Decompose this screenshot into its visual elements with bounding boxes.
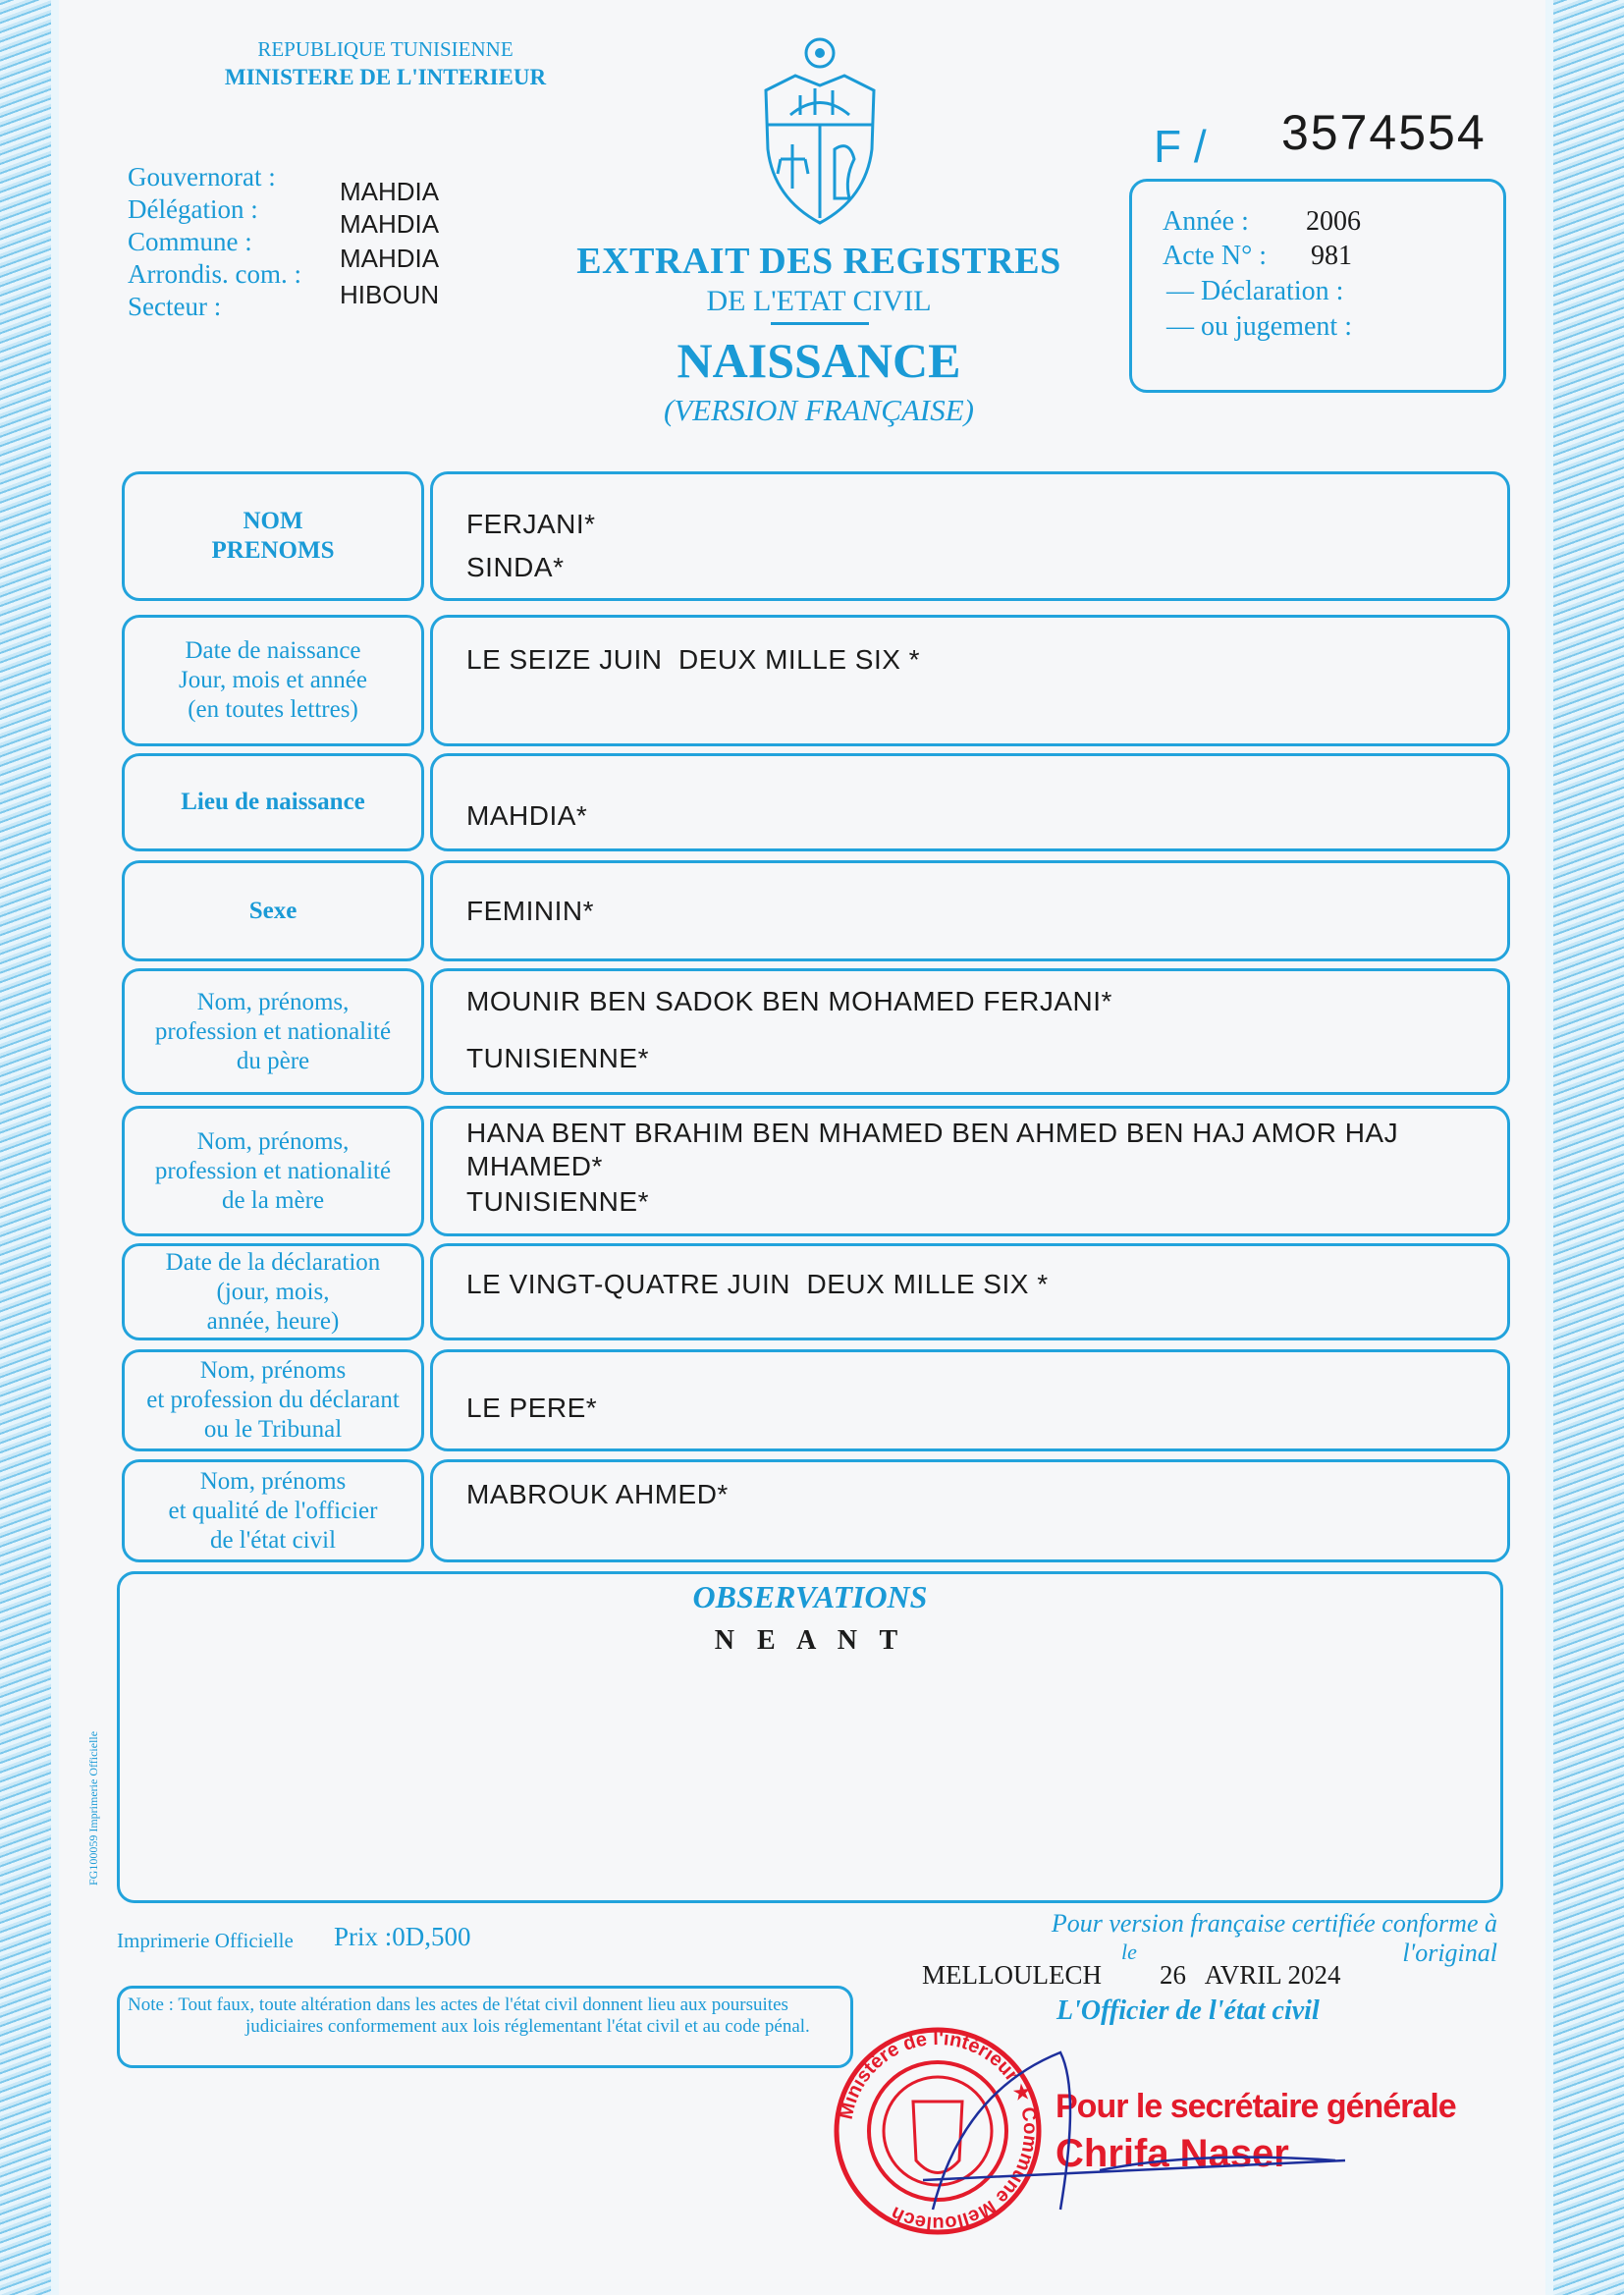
version-label: (VERSION FRANÇAISE) [664,393,974,427]
serial-prefix: F / [1154,121,1207,172]
title-divider [771,322,869,325]
row-officer-value: MABROUK AHMED* [466,1479,729,1509]
row-officer-label [122,1459,424,1562]
row-father-label [122,968,424,1095]
label-line: Date de naissance [185,637,361,664]
row-birth-date-value: LE SEIZE JUIN DEUX MILLE SIX * [466,644,921,675]
signature-icon [903,2033,1375,2229]
row-father-value: MOUNIR BEN SADOK BEN MOHAMED FERJANI* [466,986,1112,1016]
le-label: le [1121,1940,1137,1964]
label-line: profession et nationalité [154,1017,392,1045]
label-line: de l'état civil [209,1526,337,1554]
commune-value: MAHDIA [340,244,440,273]
label-line: (jour, mois, [216,1278,330,1305]
row-declaration-date-value: LE VINGT-QUATRE JUIN DEUX MILLE SIX * [466,1269,1049,1299]
security-border-left [0,0,59,2295]
declaration-label: — Déclaration : [1166,276,1344,306]
row-sex-value: FEMININ* [466,896,594,926]
delegation-value: MAHDIA [340,209,440,239]
label-line: Nom, prénoms [199,1357,347,1384]
label-line: NOM [243,508,303,534]
row-birth-date-label [122,615,424,746]
acte-value: 981 [1311,241,1352,271]
label-line: et qualité de l'officier [168,1497,378,1524]
acte-label: Acte N° : [1163,241,1268,271]
issue-date: 26 AVRIL 2024 [1160,1960,1341,1990]
officer-title: L'Officier de l'état civil [1056,1995,1320,2026]
label-line: PRENOMS [211,537,335,564]
jugement-label: — ou jugement : [1166,311,1352,342]
label-line: et profession du déclarant [146,1387,400,1413]
label-line: Nom, prénoms, [196,1127,350,1155]
row-declarant-value: LE PERE* [466,1393,598,1423]
place-value: MELLOULECH [922,1960,1102,1990]
row-birth-date-value-box [430,615,1510,746]
row-birth-place-label [122,753,424,851]
row-name-value: SINDA* [466,552,565,582]
row-name-label [122,471,424,601]
row-mother-value: MHAMED* [466,1151,603,1181]
delegation-label: Délégation : [128,194,258,224]
document-subtitle: DE L'ETAT CIVIL [706,285,932,317]
stamp-ring-text: Ministère de l'intérieur ★ Commune Melloulech [835,2027,1042,2235]
certification-text: Pour version française certifiée conforme à l'original [1051,1909,1497,1967]
location-fields [128,161,301,323]
label-line: du père [236,1047,310,1074]
label-line: (en toutes lettres) [188,696,358,723]
commune-label: Commune : [128,227,252,256]
secteur-label: Secteur : [128,292,222,321]
stamp-line-1: Pour le secrétaire générale [1056,2088,1456,2125]
observations-box [117,1571,1503,1903]
printer-side-code: FG100059 Imprimerie Officielle [86,1730,100,1885]
observations-value: N E A N T [714,1625,906,1656]
price-label: Prix :0D,500 [334,1922,471,1951]
ministry-label: MINISTERE DE L'INTERIEUR [224,65,547,89]
label-line: Sexe [248,897,298,924]
label-line: Nom, prénoms, [196,988,350,1015]
label-line: Lieu de naissance [181,789,365,815]
label-line: année, heure) [206,1307,340,1335]
row-mother-value: TUNISIENNE* [466,1186,649,1217]
gouvernorat-label: Gouvernorat : [128,162,276,191]
label-line: profession et nationalité [154,1157,392,1184]
row-sex-label [122,860,424,961]
label-line: de la mère [221,1186,325,1214]
gouvernorat-value: MAHDIA [340,177,440,206]
label-line: ou le Tribunal [203,1416,343,1443]
security-border-right [1545,0,1624,2295]
label-line: Jour, mois et année [178,667,367,693]
row-mother-label [122,1106,424,1236]
label-line: Nom, prénoms [199,1467,347,1495]
row-name-value: FERJANI* [466,509,596,539]
row-birth-place-value-box [430,753,1510,851]
row-father-value: TUNISIENNE* [466,1043,649,1073]
annee-value: 2006 [1306,206,1361,237]
tunisia-coat-of-arms-icon [756,31,884,228]
row-mother-value: HANA BENT BRAHIM BEN MHAMED BEN AHMED BEN HAJ AMOR HAJ [466,1118,1399,1148]
row-declaration-date-label [122,1243,424,1340]
label-line: Date de la déclaration [165,1248,381,1276]
row-birth-place-value: MAHDIA* [466,800,588,831]
row-declarant-label [122,1349,424,1451]
naissance-title: NAISSANCE [677,333,961,388]
stamp-line-2: Chrifa Naser [1056,2132,1289,2175]
serial-number: 3574554 [1281,105,1487,160]
printer-label: Imprimerie Officielle [117,1929,294,1952]
legal-note: Note : Tout faux, toute altération dans les actes de l'état civil donnent lieu aux poursuites judiciaires conformement aux lois réglementant l'état civil et au code pénal. [117,1986,853,2068]
annee-label: Année : [1163,206,1249,237]
observations-title: OBSERVATIONS [692,1579,928,1614]
row-officer-value-box [430,1459,1510,1562]
arrondissement-value: HIBOUN [340,280,440,309]
document-title: EXTRAIT DES REGISTRES [576,241,1061,282]
republic-label: REPUBLIQUE TUNISIENNE [257,37,514,61]
arrondissement-label: Arrondis. com. : [128,259,301,289]
